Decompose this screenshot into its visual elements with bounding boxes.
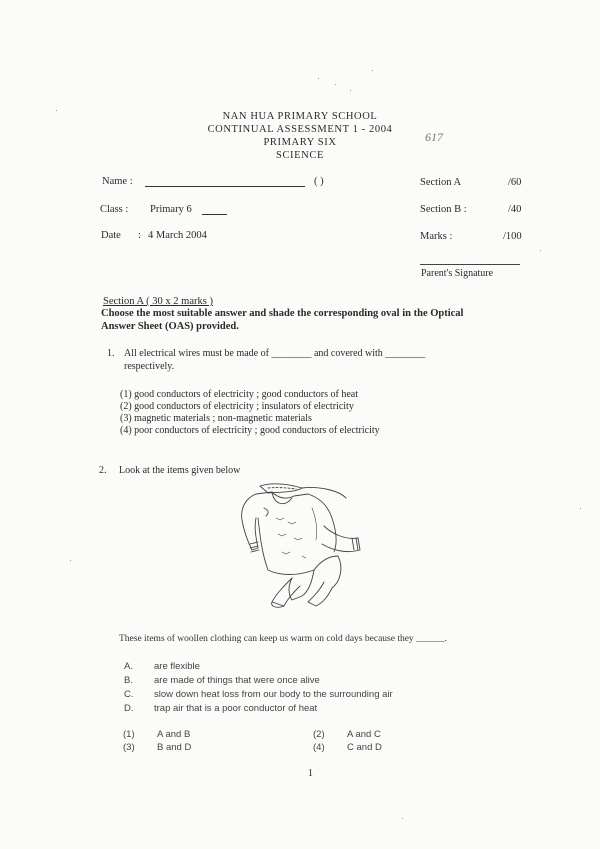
q2-choice-number: (4) — [313, 742, 325, 753]
q2-choice-number: (2) — [313, 729, 325, 740]
q1-option: (2) good conductors of electricity ; insulators of electricity — [120, 401, 354, 412]
q2-statement-letter: D. — [124, 703, 134, 714]
section-b-score-total: /40 — [508, 204, 522, 215]
q2-choice-text: A and B — [157, 729, 191, 740]
q2-choice-number: (1) — [123, 729, 135, 740]
date-colon: : — [138, 230, 141, 241]
q2-choice-text: C and D — [347, 742, 382, 753]
assessment-title: CONTINUAL ASSESSMENT 1 - 2004 — [207, 124, 393, 135]
q2-stem: Look at the items given below — [119, 465, 241, 476]
instruction-line-2: Answer Sheet (OAS) provided. — [101, 321, 239, 332]
section-a-score-label: Section A — [420, 177, 462, 188]
woollen-clothing-illustration — [228, 478, 368, 610]
q2-statement-letter: B. — [124, 675, 133, 686]
q2-statement-text: are made of things that were once alive — [154, 675, 320, 686]
section-a-title: Section A ( 30 x 2 marks ) — [103, 296, 213, 307]
marks-label: Marks : — [420, 231, 453, 242]
level-title: PRIMARY SIX — [263, 137, 337, 148]
marks-total: /100 — [503, 231, 522, 242]
instruction-line-1: Choose the most suitable answer and shade the corresponding oval in the Optical — [101, 308, 464, 319]
q2-statement-letter: C. — [124, 689, 134, 700]
signature-line — [420, 264, 520, 265]
subject-title: SCIENCE — [276, 150, 324, 161]
q2-statement-text: slow down heat loss from our body to the surrounding air — [154, 689, 393, 700]
q2-choice-number: (3) — [123, 742, 135, 753]
section-a-score-total: /60 — [508, 177, 522, 188]
signature-label: Parent's Signature — [421, 268, 494, 279]
q2-statement-letter: A. — [124, 661, 133, 672]
class-field[interactable] — [202, 205, 227, 215]
q2-caption: These items of woollen clothing can keep us warm on cold days because they ______. — [119, 634, 447, 644]
class-label: Class : — [100, 204, 129, 215]
name-field[interactable] — [145, 177, 305, 187]
class-value: Primary 6 — [150, 204, 192, 215]
q1-stem-line-1: All electrical wires must be made of ________ and covered with ________ — [124, 348, 426, 359]
q1-option: (4) poor conductors of electricity ; good conductors of electricity — [120, 425, 380, 436]
q1-stem-line-2: respectively. — [124, 361, 175, 372]
q2-choice-text: A and C — [347, 729, 381, 740]
q2-choice-text: B and D — [157, 742, 192, 753]
q1-option: (1) good conductors of electricity ; good conductors of heat — [120, 389, 358, 400]
q2-number: 2. — [99, 465, 107, 476]
school-name: NAN HUA PRIMARY SCHOOL — [222, 111, 378, 122]
handwritten-mark: 617 — [425, 130, 443, 144]
q2-statement-text: trap air that is a poor conductor of heat — [154, 703, 318, 714]
date-label: Date — [101, 230, 121, 241]
q2-statement-text: are flexible — [154, 661, 200, 672]
page-number: 1 — [308, 768, 313, 779]
name-label: Name : — [102, 176, 133, 187]
q1-number: 1. — [107, 348, 115, 359]
date-value: 4 March 2004 — [148, 230, 207, 241]
register-number-paren: ( ) — [314, 176, 324, 187]
section-b-score-label: Section B : — [420, 204, 467, 215]
q1-option: (3) magnetic materials ; non-magnetic materials — [120, 413, 312, 424]
